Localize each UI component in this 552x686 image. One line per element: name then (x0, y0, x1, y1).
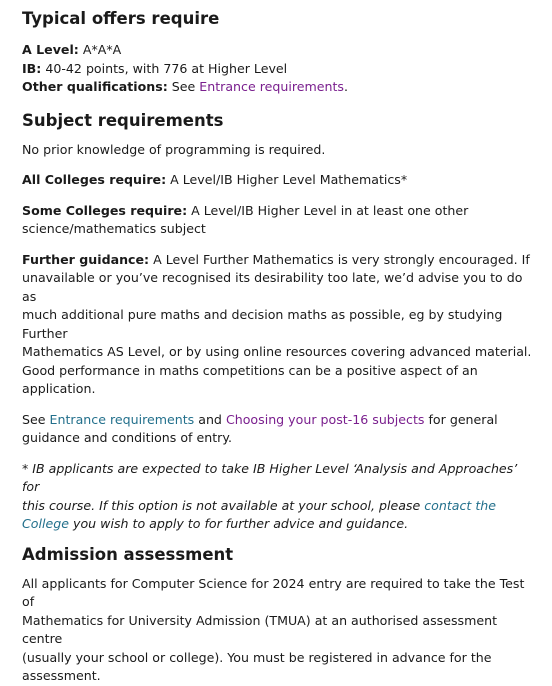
no-prior-knowledge-text: No prior knowledge of programming is required. (22, 141, 326, 157)
all-colleges-requirement (22, 171, 538, 190)
typical-offers-block (22, 41, 538, 97)
admission-assessment-heading: Admission assessment (22, 544, 234, 564)
entrance-requirements-link[interactable]: Entrance requirements (199, 79, 344, 94)
admission-line4: assessment. (22, 668, 101, 683)
see-prefix: See (22, 411, 46, 427)
other-qualifications-prefix: See (171, 79, 196, 94)
some-colleges-label: Some Colleges require: (22, 202, 188, 218)
ib-value: 40-42 points, with 776 at Higher Level (45, 60, 288, 76)
see-links-paragraph (22, 411, 538, 448)
contact-college-link-part2[interactable]: College (22, 516, 69, 531)
other-qualifications-label: Other qualifications: (22, 79, 168, 94)
a-level-offer (22, 41, 538, 60)
admission-assessment-text (22, 575, 538, 686)
further-guidance-line3: much additional pure maths and decision maths as possible, eg by studying Further (22, 307, 503, 341)
ib-footnote (22, 460, 538, 534)
a-level-label: A Level: (22, 42, 79, 57)
choosing-post16-subjects-link[interactable]: Choosing your post-16 subjects (225, 411, 425, 427)
admission-line1: All applicants for Computer Science for 2024 entry are required to take the Test of (22, 575, 525, 609)
ib-offer (22, 60, 538, 79)
see-suffix: for general (428, 411, 498, 427)
see-and: and (198, 411, 222, 427)
some-colleges-value-line2: science/mathematics subject (22, 221, 206, 236)
further-guidance-line5: Good performance in maths competitions can be a positive aspect of an application. (22, 362, 478, 396)
some-colleges-requirement (22, 202, 538, 239)
see-line2: guidance and conditions of entry. (22, 430, 232, 445)
ib-footnote-line3: you wish to apply to for further advice and guidance. (73, 516, 409, 531)
admission-line3: (usually your school or college). You must be registered in advance for the (22, 649, 492, 665)
further-guidance-line4: Mathematics AS Level, or by using online resources covering advanced material. (22, 344, 532, 359)
further-guidance-line1: A Level Further Mathematics is very strongly encouraged. If (153, 251, 530, 267)
other-qualifications-suffix: . (343, 79, 348, 94)
further-guidance-label: Further guidance: (22, 251, 150, 267)
ib-footnote-line2: this course. If this option is not available at your school, please (22, 497, 421, 513)
all-colleges-label: All Colleges require: (22, 172, 167, 187)
a-level-value: A*A*A (82, 42, 122, 57)
all-colleges-value: A Level/IB Higher Level Mathematics* (170, 172, 408, 187)
further-guidance (22, 251, 538, 399)
admission-line2: Mathematics for University Admission (TMUA) at an authorised assessment centre (22, 612, 498, 646)
some-colleges-value-line1: A Level/IB Higher Level in at least one other (191, 202, 469, 218)
further-guidance-line2: unavailable or you’ve recognised its desirability too late, we’d advise you to do as (22, 270, 523, 304)
ib-footnote-line1: * IB applicants are expected to take IB Higher Level ‘Analysis and Approaches’ for (22, 460, 518, 494)
subject-requirements-heading: Subject requirements (22, 110, 224, 130)
other-qualifications (22, 78, 538, 97)
contact-college-link-part1[interactable]: contact the (424, 497, 497, 513)
typical-offers-heading: Typical offers require (22, 9, 220, 28)
entrance-requirements-link-2[interactable]: Entrance requirements (49, 411, 195, 427)
ib-label: IB: (22, 60, 42, 76)
